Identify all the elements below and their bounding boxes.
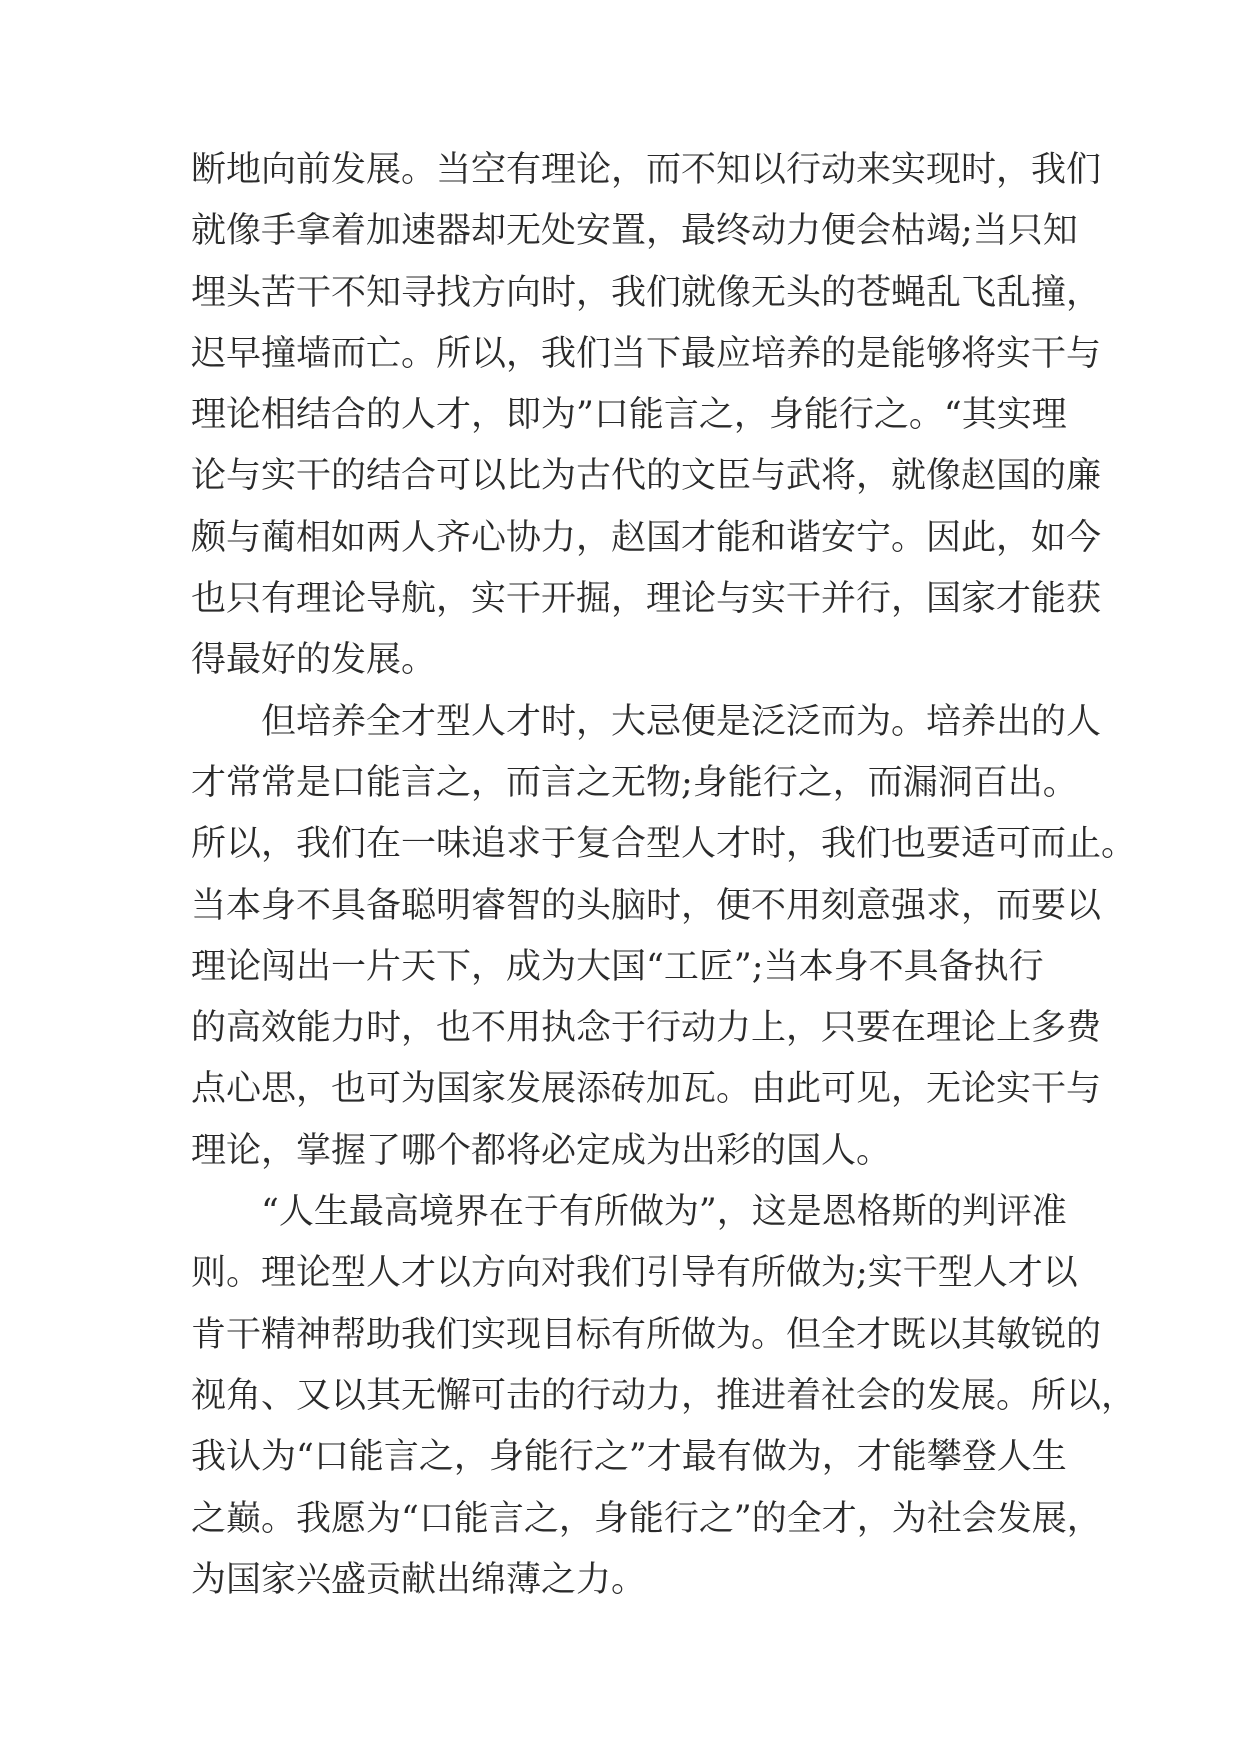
body-line: 断地向前发展。当空有理论，而不知以行动来实现时，我们 bbox=[191, 150, 1102, 190]
body-line: 埋头苦干不知寻找方向时，我们就像无头的苍蝇乱飞乱撞， bbox=[191, 272, 1102, 313]
body-line: 为国家兴盛贡献出绵薄之力。 bbox=[191, 1559, 647, 1600]
paragraph-first-line: 但培养全才型人才时，大忌便是泛泛而为。培养出的人 bbox=[261, 701, 1102, 742]
body-line: 我认为“口能言之，身能行之”才最有做为，才能攀登人生 bbox=[191, 1437, 1067, 1478]
body-line: 所以，我们在一味追求于复合型人才时，我们也要适可而止。 bbox=[191, 824, 1137, 865]
document-body bbox=[191, 140, 1137, 1611]
body-line: 肯干精神帮助我们实现目标有所做为。但全才既以其敏锐的 bbox=[191, 1314, 1102, 1355]
body-line: 也只有理论导航，实干开掘，理论与实干并行，国家才能获 bbox=[191, 579, 1102, 620]
body-line: 点心思，也可为国家发展添砖加瓦。由此可见，无论实干与 bbox=[191, 1069, 1102, 1110]
body-line: 理论闯出一片天下，成为大国“工匠”;当本身不具备执行 bbox=[191, 946, 1044, 987]
body-line: 得最好的发展。 bbox=[191, 640, 437, 681]
body-line: 当本身不具备聪明睿智的头脑时，便不用刻意强求，而要以 bbox=[191, 885, 1102, 926]
body-line: 理论，掌握了哪个都将必定成为出彩的国人。 bbox=[191, 1130, 892, 1171]
body-line: 才常常是口能言之，而言之无物;身能行之，而漏洞百出。 bbox=[191, 762, 1078, 803]
body-line: 之巅。我愿为“口能言之，身能行之”的全才，为社会发展， bbox=[191, 1498, 1102, 1539]
body-line: 理论相结合的人才，即为”口能言之，身能行之。“其实理 bbox=[191, 395, 1067, 436]
body-line: 则。理论型人才以方向对我们引导有所做为;实干型人才以 bbox=[191, 1253, 1078, 1294]
body-line: 论与实干的结合可以比为古代的文臣与武将，就像赵国的廉 bbox=[191, 456, 1102, 497]
body-line: 颇与蔺相如两人齐心协力，赵国才能和谐安宁。因此，如今 bbox=[191, 517, 1102, 558]
body-line: 迟早撞墙而亡。所以，我们当下最应培养的是能够将实干与 bbox=[191, 333, 1102, 374]
body-line: 就像手拿着加速器却无处安置，最终动力便会枯竭;当只知 bbox=[191, 211, 1078, 252]
body-line: 视角、又以其无懈可击的行动力，推进着社会的发展。所以， bbox=[191, 1375, 1137, 1416]
paragraph-first-line: “人生最高境界在于有所做为”，这是恩格斯的判评准 bbox=[261, 1192, 1067, 1233]
body-line: 的高效能力时，也不用执念于行动力上，只要在理论上多费 bbox=[191, 1008, 1102, 1049]
